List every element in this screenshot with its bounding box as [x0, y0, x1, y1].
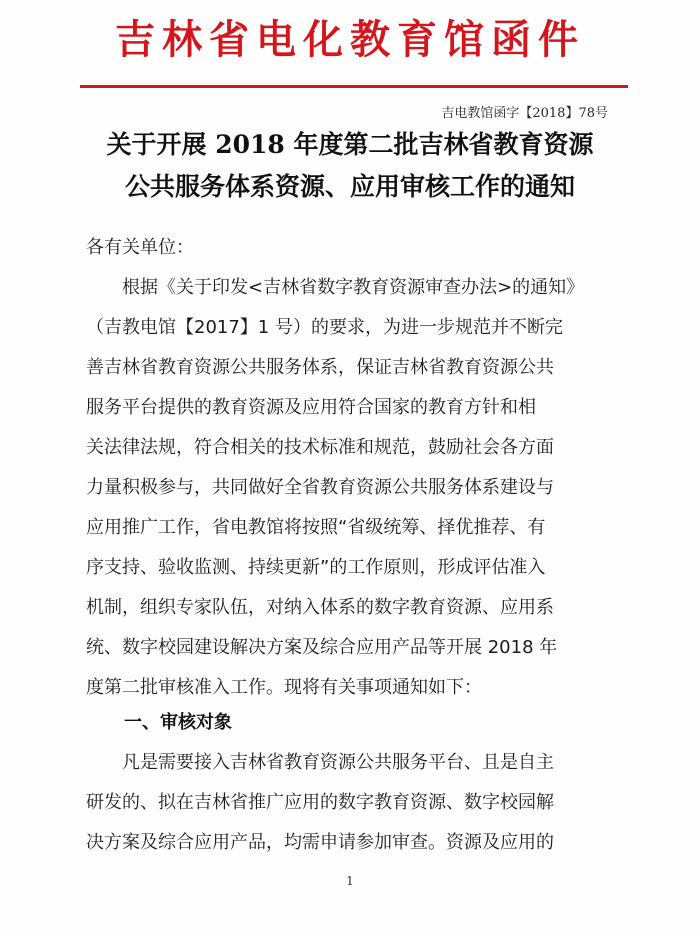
- paragraph-line: （吉教电馆【2017】1 号）的要求，为进一步规范并不断完: [86, 317, 563, 338]
- notice-title-line-2: 公共服务体系资源、应用审核工作的通知: [124, 172, 575, 201]
- paragraph-line: 善吉林省教育资源公共服务体系，保证吉林省教育资源公共: [86, 357, 554, 378]
- page-number: 1: [346, 874, 354, 888]
- paragraph-line: 决方案及综合应用产品，均需申请参加审查。资源及应用的: [86, 832, 554, 853]
- paragraph-line: 序支持、验收监测、持续更新”的工作原则，形成评估准入: [86, 557, 546, 578]
- paragraph-line: 力量积极参与，共同做好全省教育资源公共服务体系建设与: [86, 477, 554, 498]
- paragraph-line: 应用推广工作，省电教馆将按照“省级统筹、择优推荐、有: [86, 517, 546, 538]
- section-heading-review-targets: 一、审核对象: [124, 712, 232, 733]
- paragraph-line: 度第二批审核准入工作。现将有关事项通知如下：: [86, 677, 482, 698]
- salutation: 各有关单位：: [86, 237, 194, 258]
- letterhead-title: 吉林省电化教育馆函件: [115, 16, 585, 63]
- paragraph-line: 服务平台提供的教育资源及应用符合国家的教育方针和相: [86, 397, 536, 418]
- paragraph-line: 根据《关于印发<吉林省数字教育资源审查办法>的通知》: [122, 277, 585, 298]
- paragraph-line: 研发的、拟在吉林省推广应用的数字教育资源、数字校园解: [86, 792, 554, 813]
- paragraph-intro: [86, 268, 624, 708]
- paragraph-line: 统、数字校园建设解决方案及综合应用产品等开展 2018 年: [86, 637, 558, 658]
- document-number: 吉电教馆函字【2018】78号: [441, 106, 608, 121]
- paragraph-line: 机制，组织专家队伍，对纳入体系的数字教育资源、应用系: [86, 597, 554, 618]
- letterhead-red-rule: [80, 85, 628, 88]
- paragraph-line: 凡是需要接入吉林省教育资源公共服务平台、且是自主: [122, 752, 554, 773]
- notice-title-line-1: 关于开展 2018 年度第二批吉林省教育资源: [106, 130, 594, 159]
- paragraph-line: 关法律法规，符合相关的技术标准和规范，鼓励社会各方面: [86, 437, 554, 458]
- paragraph-review-targets: [86, 743, 624, 863]
- notice-title: [60, 124, 640, 208]
